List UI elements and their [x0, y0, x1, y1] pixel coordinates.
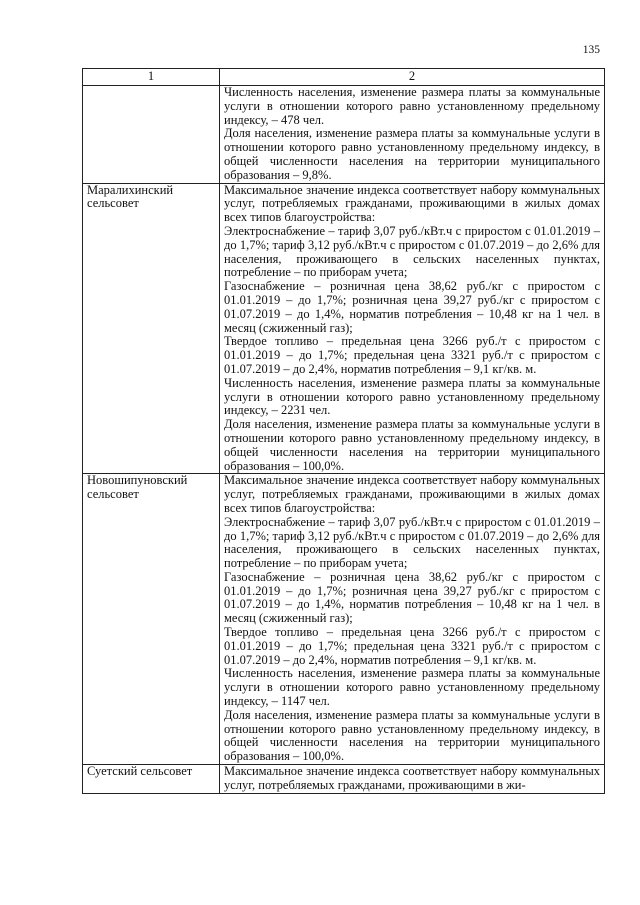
column-header-1: 1: [83, 69, 220, 86]
indicator-text: [220, 474, 605, 765]
municipality-name: [83, 86, 220, 184]
page-number: 135: [582, 44, 600, 56]
paragraph: Численность населения, изменение размера платы за коммунальные услуги в отношении которого равно установленному предельному индексу, – 1147 чел.: [224, 666, 600, 709]
paragraph: Твердое топливо – предельная цена 3266 руб./т с приростом с 01.01.2019 – до 1,7%; предельная цена 3321 руб./т с приростом с 01.07.2019 – до 2,4%, норматив потребления – 9,1 кг/кв. м.: [224, 625, 600, 667]
municipality-name: Суетский сельсовет: [83, 765, 220, 794]
header-row: [83, 69, 605, 86]
paragraph: Максимальное значение индекса соответствует набору коммунальных услуг, потребляемых гражданами, проживающими в жи-: [224, 764, 600, 792]
indicator-text: [220, 183, 605, 474]
paragraph: Доля населения, изменение размера платы за коммунальные услуги в отношении которого равно установленному предельному индексу, в общей численности населения на территории муниципального образования – 100,0%.: [224, 417, 600, 473]
table-row: [83, 765, 605, 794]
paragraph: Электроснабжение – тариф 3,07 руб./кВт.ч с приростом с 01.01.2019 – до 1,7%; тариф 3,12 руб./кВт.ч с приростом с 01.07.2019 – до 2,6% для населения, проживающего в сельских населенных пунктах, потребление – по приборам учета;: [224, 514, 600, 571]
paragraph: Численность населения, изменение размера платы за коммунальные услуги в отношении которого равно установленному предельному индексу, – 478 чел.: [224, 85, 600, 127]
index-table: [82, 68, 605, 794]
indicator-text: [220, 765, 605, 794]
paragraph: Газоснабжение – розничная цена 38,62 руб./кг с приростом с 01.01.2019 – до 1,7%; розничная цена 39,27 руб./кг с приростом с 01.07.2019 – до 1,4%, норматив потребления – 10,48 кг на 1 чел. в месяц (сжиженный газ);: [224, 569, 600, 626]
indicator-text: [220, 86, 605, 184]
column-header-2: 2: [220, 69, 605, 86]
paragraph: Доля населения, изменение размера платы за коммунальные услуги в отношении которого равно установленному предельному индексу, в общей численности населения на территории муниципального образования – 100,0%.: [224, 707, 600, 764]
paragraph: Максимальное значение индекса соответствует набору коммунальных услуг, потребляемых гражданами, проживающими в жилых домах всех типов благоустройства:: [224, 473, 600, 515]
paragraph: Максимальное значение индекса соответствует набору коммунальных услуг, потребляемых гражданами, проживающими в жилых домах всех типов благоустройства:: [224, 182, 600, 225]
paragraph: Доля населения, изменение размера платы за коммунальные услуги в отношении которого равно установленному предельному индексу, в общей численности населения на территории муниципального образования – 9,8%.: [224, 126, 600, 182]
table-row: [83, 474, 605, 765]
paragraph: Численность населения, изменение размера платы за коммунальные услуги в отношении которого равно установленному предельному индексу, – 2231 чел.: [224, 375, 600, 418]
paragraph: Газоснабжение – розничная цена 38,62 руб./кг с приростом с 01.01.2019 – до 1,7%; розничная цена 39,27 руб./кг с приростом с 01.07.2019 – до 1,4%, норматив потребления – 10,48 кг на 1 чел. в месяц (сжиженный газ);: [224, 279, 600, 335]
paragraph: Электроснабжение – тариф 3,07 руб./кВт.ч с приростом с 01.01.2019 – до 1,7%; тариф 3,12 руб./кВт.ч с приростом с 01.07.2019 – до 2,6% для населения, проживающего в сельских населенных пунктах, потребление – по приборам учета;: [224, 223, 600, 280]
table-row: [83, 86, 605, 184]
table-row: [83, 183, 605, 474]
municipality-name: Новошипуновский сельсовет: [83, 474, 220, 765]
paragraph: Твердое топливо – предельная цена 3266 руб./т с приростом с 01.01.2019 – до 1,7%; предельная цена 3321 руб./т с приростом с 01.07.2019 – до 2,4%, норматив потребления – 9,1 кг/кв. м.: [224, 334, 600, 376]
municipality-name: Маралихинский сельсовет: [83, 183, 220, 474]
